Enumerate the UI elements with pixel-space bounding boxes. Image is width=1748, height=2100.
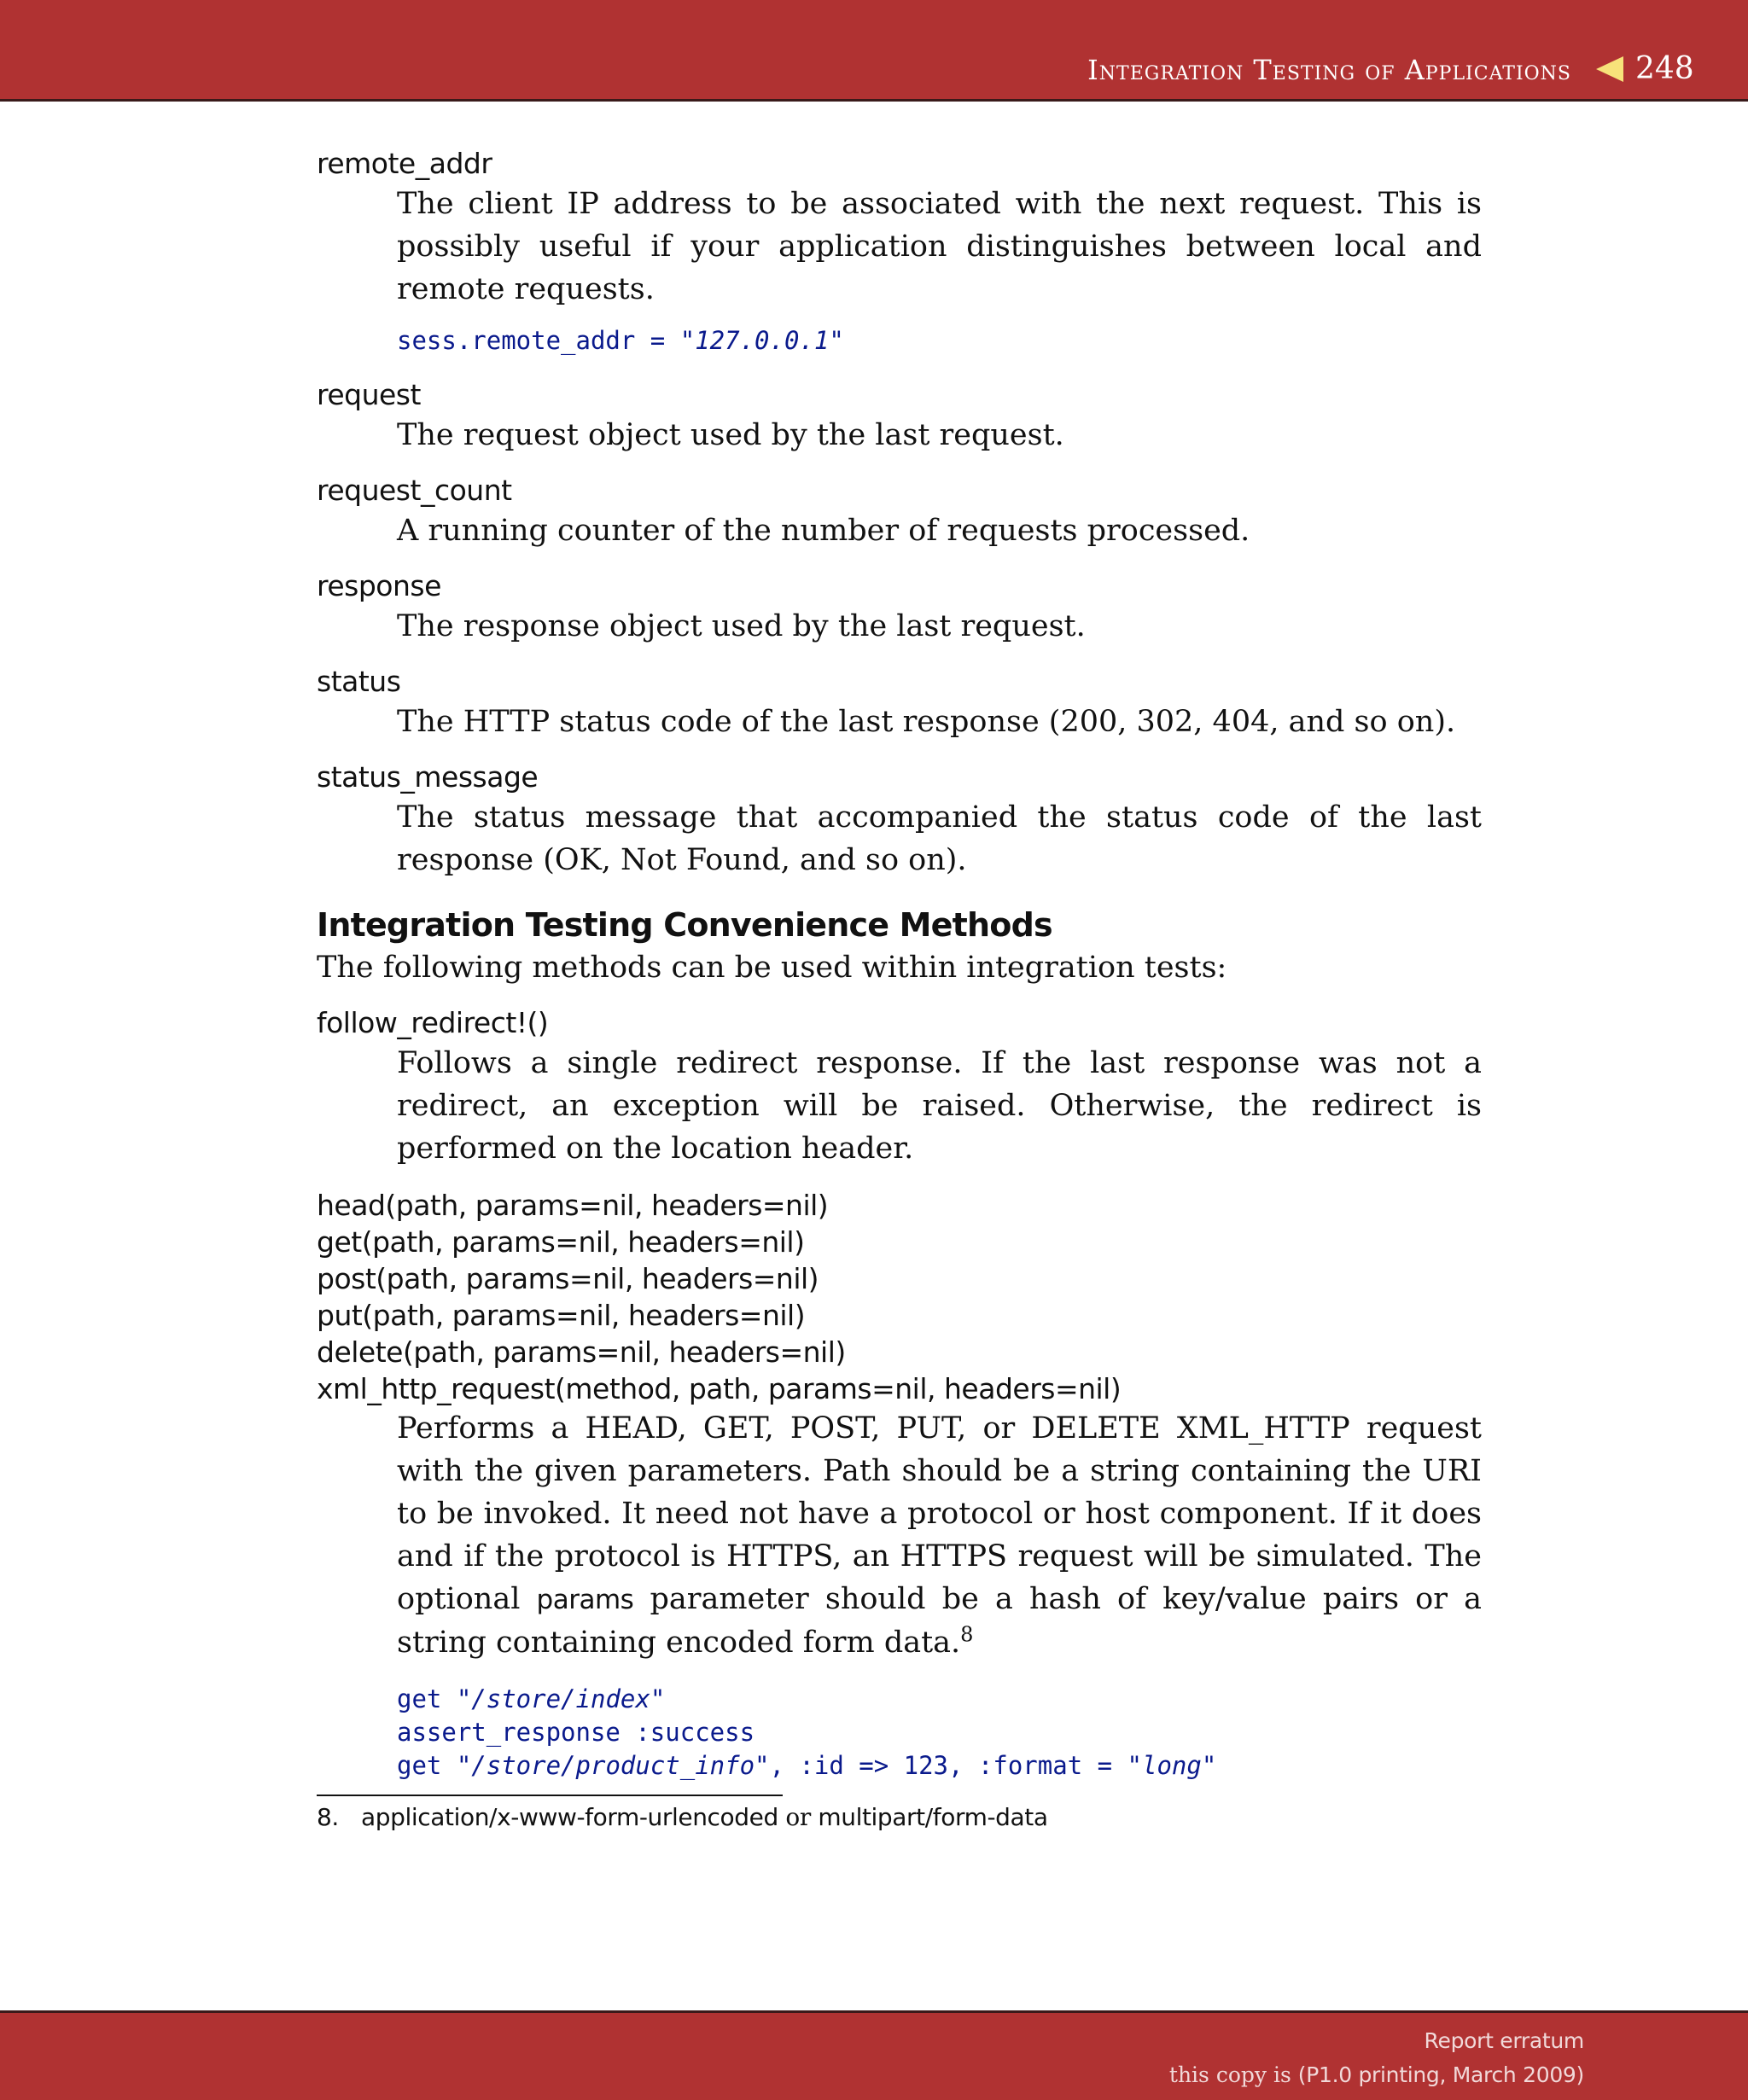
term-request-count: request_count <box>317 474 512 507</box>
method-signature: xml_http_request(method, path, params=nil, headers=nil) <box>317 1372 1122 1405</box>
term-status: status <box>317 665 401 698</box>
report-erratum-link[interactable]: Report erratum <box>1424 2028 1584 2053</box>
term-description: A running counter of the number of requests processed. <box>397 514 1250 548</box>
term-description: The response object used by the last request. <box>397 609 1086 643</box>
term-description: The HTTP status code of the last response (200, 302, 404, and so on). <box>397 705 1456 739</box>
copy-detail: (P1.0 printing, March 2009) <box>1297 2062 1584 2087</box>
code-string: "127.0.0.1" <box>679 326 844 355</box>
term-remote-addr: remote_addr <box>317 147 492 180</box>
chapter-title: Integration Testing of Applications <box>1087 54 1571 86</box>
previous-page-arrow-icon[interactable] <box>1596 56 1623 82</box>
page-header <box>0 0 1748 102</box>
footnote-text: application/x-www-form-urlencoded <box>361 1803 778 1831</box>
term-request: request <box>317 378 421 411</box>
definition-entry <box>317 1004 1482 1170</box>
definition-entry <box>317 376 1482 457</box>
code-block <box>397 324 1482 358</box>
definition-entry <box>317 472 1482 552</box>
code-text: sess.remote_addr = <box>397 326 680 355</box>
footnote-text-2: multipart/form-data <box>818 1803 1048 1831</box>
term-follow-redirect: follow_redirect!() <box>317 1006 549 1039</box>
method-signature: delete(path, params=nil, headers=nil) <box>317 1335 846 1369</box>
page-number: 248 <box>1635 51 1694 86</box>
page-footer <box>0 2010 1748 2100</box>
term-description: The request object used by the last request. <box>397 418 1064 452</box>
page-content <box>317 145 1482 1831</box>
definition-entry <box>317 759 1482 881</box>
code-line: get "/store/index" <box>397 1684 666 1713</box>
term-description: The client IP address to be associated with the next request. This is possibly useful if your application distinguishes between local and remote requests. <box>397 187 1482 306</box>
footnote <box>317 1803 1482 1831</box>
definition-entry <box>317 145 1482 358</box>
footnote-divider <box>317 1795 783 1796</box>
methods-description <box>397 1407 1482 1664</box>
term-status-message: status_message <box>317 760 539 794</box>
copy-info <box>1169 2062 1584 2087</box>
description-text: parameter should be a hash of key/value pairs or a string containing encoded form data. <box>397 1582 1482 1660</box>
method-signature-list <box>317 1187 1482 1407</box>
method-signature: get(path, params=nil, headers=nil) <box>317 1225 805 1259</box>
definition-entry <box>317 663 1482 743</box>
definition-entry <box>317 567 1482 648</box>
method-signature: put(path, params=nil, headers=nil) <box>317 1299 806 1332</box>
section-heading: Integration Testing Convenience Methods <box>317 906 1052 944</box>
footnote-number: 8. <box>317 1803 339 1831</box>
params-term: params <box>536 1585 634 1615</box>
code-line: assert_response :success <box>397 1718 755 1747</box>
term-response: response <box>317 569 441 602</box>
term-description: Follows a single redirect response. If the last response was not a redirect, an exception will be raised. Otherwise, the redirect is performed on the location header. <box>397 1046 1482 1166</box>
method-signature: post(path, params=nil, headers=nil) <box>317 1262 819 1295</box>
footnote-conj: or <box>785 1803 811 1831</box>
footnote-ref[interactable]: 8 <box>960 1622 974 1647</box>
term-description: The status message that accompanied the status code of the last response (OK, Not Found, and so on). <box>397 800 1482 877</box>
code-line: get "/store/product_info", :id => 123, :format = "long" <box>397 1751 1217 1780</box>
method-signature: head(path, params=nil, headers=nil) <box>317 1189 829 1222</box>
description-text: Performs a HEAD, GET, POST, PUT, or DELETE XML_HTTP request with the given parameters. Path should be a string containing the URI to be invoked. It need not have a protocol or host component. If it does and if the protocol is HTTPS, an HTTPS request will be simulated. The optional <box>397 1411 1482 1616</box>
copy-prefix: this copy is <box>1168 2062 1291 2087</box>
code-block <box>397 1683 1482 1783</box>
section-intro: The following methods can be used within integration tests: <box>317 951 1227 985</box>
